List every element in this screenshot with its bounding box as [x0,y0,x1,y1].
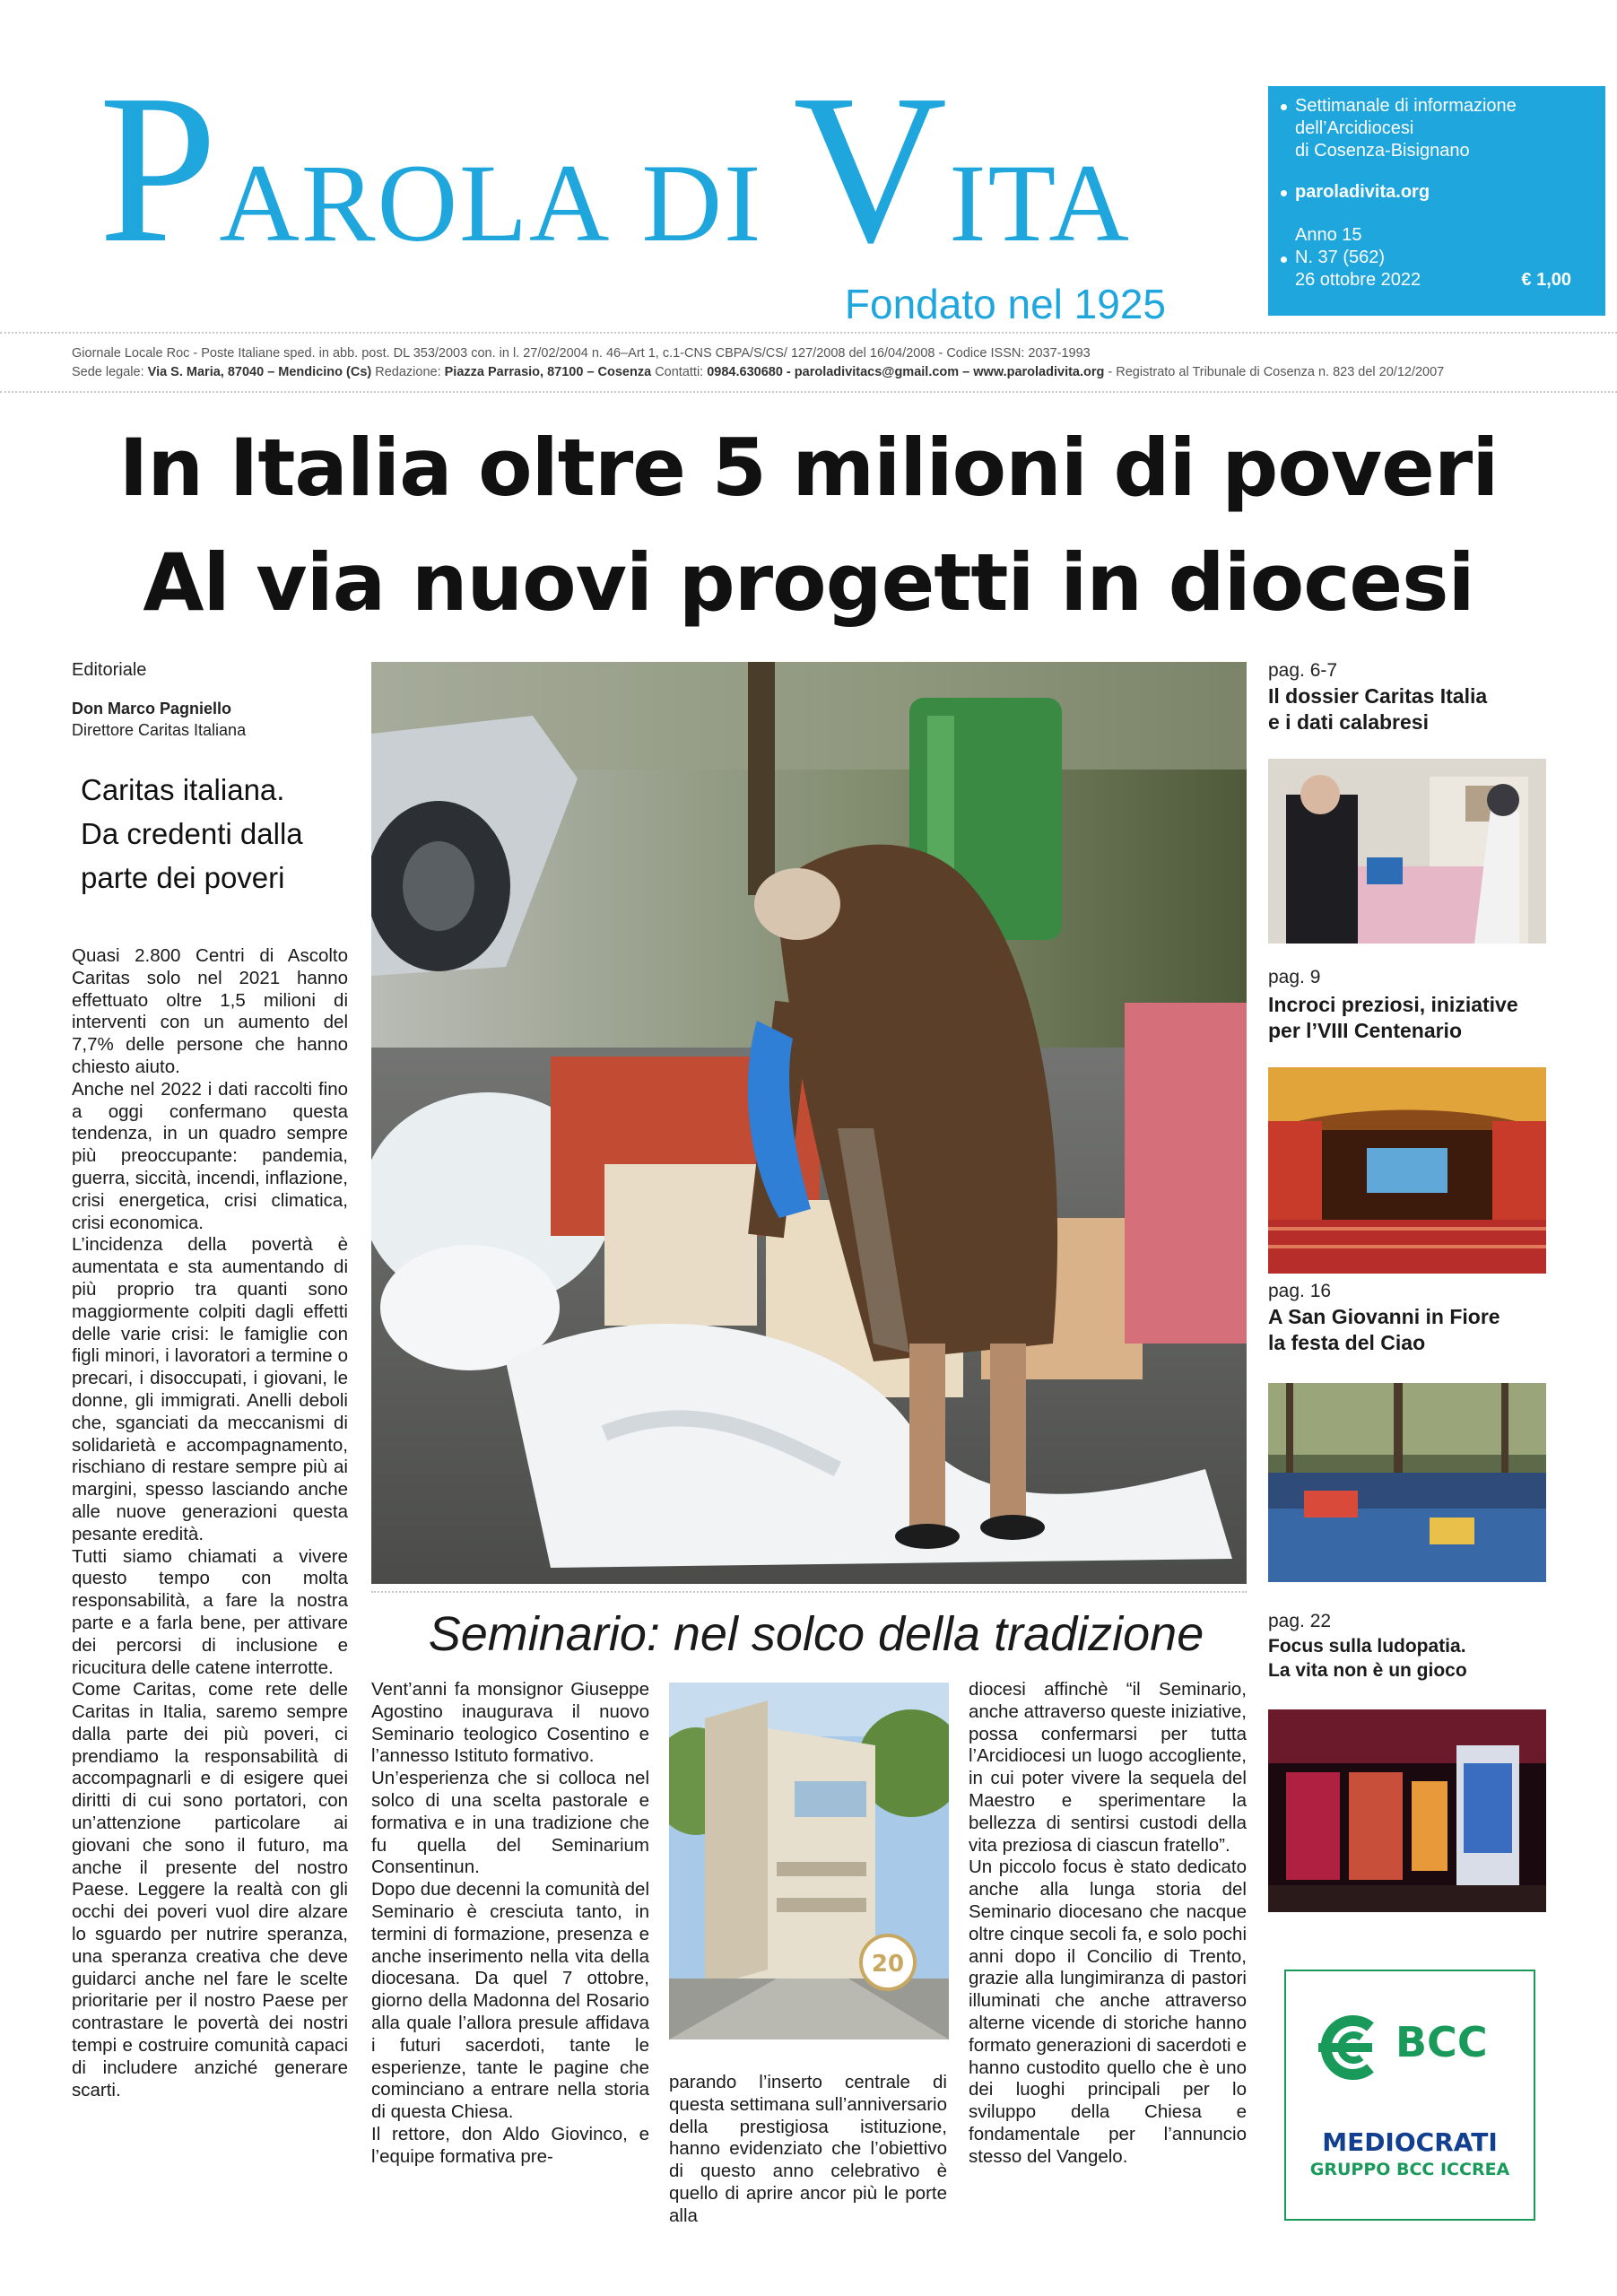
editorial-paragraph: Tutti siamo chiamati a vivere questo tempo con molta responsabilità, a fare la nostra parte e a farla bene, per attivare dei percorsi di inclusione e ricucitura delle catene interrotte. [72,1545,348,1678]
legal-line2 [72,363,1578,382]
legal-divider [0,391,1617,393]
seminario-building-photo [669,1683,949,2039]
main-headline [36,411,1581,640]
infobox-price: € 1,00 [1521,270,1571,290]
sidebar-headline-line: A San Giovanni in Fiore [1268,1305,1500,1328]
editorial-body [72,945,348,2228]
infobox-issue-row [1295,224,1589,291]
sidebar-headline-4[interactable] [1268,1634,1591,1683]
sidebar-headline-1[interactable] [1268,683,1591,735]
headline-line1: In Italia oltre 5 milioni di poveri [118,422,1499,514]
seminario-paragraph: diocesi affinchè “il Seminario, anche attraverso queste iniziative, possa confermarsi per tutta l’Arcidiocesi un luogo accogliente, in cui poter vivere la sequela del Maestro e sperimentare la bellezza di sentirsi custodi della vita preziosa di ciascun fratello”. [969,1679,1247,1856]
anniversary-badge-number: 20 [871,1951,905,1978]
seminario-divider [371,1591,1247,1593]
seminario-column-1 [371,1679,649,2235]
sidebar-page-ref-2: pag. 9 [1268,967,1321,987]
sidebar-headline-3[interactable] [1268,1304,1591,1356]
infobox-date: 26 ottobre 2022 [1295,270,1421,290]
legal-contatti-value: 0984.630680 - paroladivitacs@gmail.com – www.paroladivita.org [707,365,1105,379]
sidebar-headline-line: e i dati calabresi [1268,710,1429,734]
seminario-paragraph: Un piccolo focus è stato dedicato anche alla lunga storia del Seminario diocesano che nacque oltre cinque secoli fa, e solo pochi anni dopo il Concilio di Trento, grazie alla lungimiranza di pastori illuminati che anche attraverso alterne vicende di storiche hanno formato generazioni di sacerdoti e hanno custodito quello che è uno dei luoghi principali per lo sviluppo della Chiesa e fondamentale per l’annuncio stesso del Vangelo. [969,1857,1247,2167]
editorial-paragraph: Anche nel 2022 i dati raccolti fino a oggi confermano questa tendenza, in un quadro sempre più preoccupante: pandemia, guerra, siccità, incendi, inflazione, crisi energetica, crisi climatica, crisi economica. [72,1078,348,1233]
seminario-paragraph: Il rettore, don Aldo Giovinco, e l’equipe formativa pre- [371,2123,649,2167]
headline-line2: Al via nuovi progetti in diocesi [143,536,1474,629]
bcc-group: GRUPPO BCC ICCREA [1309,2160,1510,2179]
seminario-paragraph: parando l’inserto centrale di questa settimana sull’anniversario della prestigiosa istituzione, hanno evidenziato che l’obiettivo di questo anno celebrativo è quello di aprire ancor più le porte alla [669,2072,947,2226]
editorial-author-role: Direttore Caritas Italiana [72,721,247,739]
legal-info [72,344,1578,382]
infobox-issue: N. 37 (562) [1295,248,1386,267]
bullet-dot-icon [1281,190,1287,196]
logo-word-arola: AROLA [219,142,612,265]
seminario-paragraph: Un’esperienza che si colloca nel solco di una scelta pastorale e formativa e in una tradizione che fu quella del Seminarium Consentinun. [371,1768,649,1878]
sidebar-headline-line: Il dossier Caritas Italia [1268,684,1488,708]
sidebar-photo-theatre [1268,1067,1546,1274]
sidebar-photo-crowd [1268,1383,1546,1582]
editorial-paragraph: Quasi 2.800 Centri di Ascolto Caritas solo nel 2021 hanno effettuato oltre 1,5 milioni di interventi con un aumento del 7,7% delle persone che hanno chiesto aiuto. [72,945,348,1077]
infobox-line1: Settimanale di informazione [1295,96,1517,116]
infobox-line2: dell’Arcidiocesi [1295,118,1414,138]
masthead-logo [99,51,1175,287]
logo-word-ita: ITA [949,142,1131,265]
editorial-paragraph: L’incidenza della povertà è aumentata e sta aumentando di più proprio tra quanti sono maggiormente colpiti dagli effetti delle varie crisi: le famiglie con figli minori, i lavoratori a termine o precari, i disoccupati, i giovani, le donne, gli immigrati. Anelli deboli che, sganciati da meccanismi di solidarietà e accompagnamento, rischiano di restare sempre più ai margini, spesso lasciando anche alle nuove generazioni questa pesante eredità. [72,1234,348,1544]
legal-contatti-label: Contatti: [651,365,708,379]
seminario-column-3 [969,1679,1247,2235]
logo-word-di: DI [641,142,763,265]
legal-registrazione: - Registrato al Tribunale di Cosenza n. 823 del 20/12/2007 [1104,365,1445,379]
masthead-infobox [1268,86,1605,316]
editorial-title-line: parte dei poveri [81,861,285,894]
bullet-dot-icon [1281,257,1287,263]
bcc-brand: BCC [1395,2018,1488,2066]
sidebar-headline-line: Focus sulla ludopatia. [1268,1636,1466,1657]
bcc-advertisement[interactable] [1284,1970,1535,2221]
infobox-website[interactable]: paroladivita.org [1295,182,1430,202]
main-photo-elderly-woman [371,662,1247,1584]
bullet-dot-icon [1281,104,1287,110]
logo-letter-v: V [793,51,950,287]
legal-line1: Giornale Locale Roc - Poste Italiane sped. in abb. post. DL 353/2003 con. in l. 27/02/2004 n. 46–Art 1, c.1-CNS CBPA/S/CS/ 127/2008 del 16/04/2008 - Codice ISSN: 2037-1993 [72,346,1091,361]
sidebar-headline-line: la festa del Ciao [1268,1331,1426,1354]
logo-letter-p: P [99,51,220,287]
sidebar-photo-caritas [1268,759,1546,944]
founded-line: Fondato nel 1925 [844,281,1166,327]
sidebar-headline-line: Incroci preziosi, iniziative [1268,993,1518,1016]
sidebar-headline-line: La vita non è un gioco [1268,1660,1467,1681]
masthead-divider [0,332,1617,334]
sidebar-page-ref-3: pag. 16 [1268,1281,1332,1301]
seminario-paragraph: Vent’anni fa monsignor Giuseppe Agostino inaugurava il nuovo Seminario teologico Cosentino e l’annesso Istituto formativo. [371,1679,649,1767]
editorial-title [81,768,359,900]
seminario-paragraph: Dopo due decenni la comunità del Seminario è cresciuta tanto, in termini di formazione, presenza e anche inserimento nella vita della diocesana. Da quel 7 ottobre, giorno della Madonna del Rosario alla quale l’allora presule affidava i futuri sacerdoti, tante le esperienze, tante le pagine che cominciano a entrare nella storia di questa Chiesa. [371,1879,649,2123]
infobox-line3: di Cosenza-Bisignano [1295,141,1470,161]
bcc-tagline: MEDIOCRATI [1322,2127,1498,2157]
sidebar-photo-slot-machines [1268,1709,1546,1912]
infobox-year: Anno 15 [1295,225,1362,245]
sidebar-headline-line: per l’VIII Centenario [1268,1019,1462,1042]
editorial-paragraph: Come Caritas, come rete delle Caritas in Italia, saremo sempre dalla parte dei più poveri, ci prendiamo la responsabilità di accompagnarli e di esigere quei diritti di cui sono portatori, con un’attenzione particolare ai giovani che sono il futuro, ma anche il presente del nostro Paese. Leggere la realtà con gli occhi dei poveri vuol dire alzare lo sguardo per nutrire speranza, una speranza creativa che deve guidarci anche nel fare le scelte prioritarie per il nostro Paese per contrastare le povertà dei nostri tempi e costruire comunità capaci di includere anziché generare scarti. [72,1679,348,2100]
sidebar-page-ref-1: pag. 6-7 [1268,660,1338,681]
bcc-logo-icon [1309,2007,1390,2088]
editorial-title-line: Da credenti dalla [81,817,303,850]
legal-sede-value: Via S. Maria, 87040 – Mendicino (Cs) [147,365,372,379]
legal-redazione-label: Redazione: [371,365,445,379]
seminario-title: Seminario: nel solco della tradizione [428,1607,1204,1661]
legal-redazione-value: Piazza Parrasio, 87100 – Cosenza [444,365,652,379]
editorial-author: Don Marco Pagniello [72,700,232,718]
seminario-column-2 [669,2072,947,2233]
infobox-description [1295,95,1589,162]
sidebar-headline-2[interactable] [1268,992,1591,1044]
infobox-website-row [1295,181,1589,204]
sidebar-page-ref-4: pag. 22 [1268,1611,1332,1631]
legal-sede-label: Sede legale: [72,365,148,379]
editorial-title-line: Caritas italiana. [81,773,285,806]
editorial-label: Editoriale [72,660,147,680]
